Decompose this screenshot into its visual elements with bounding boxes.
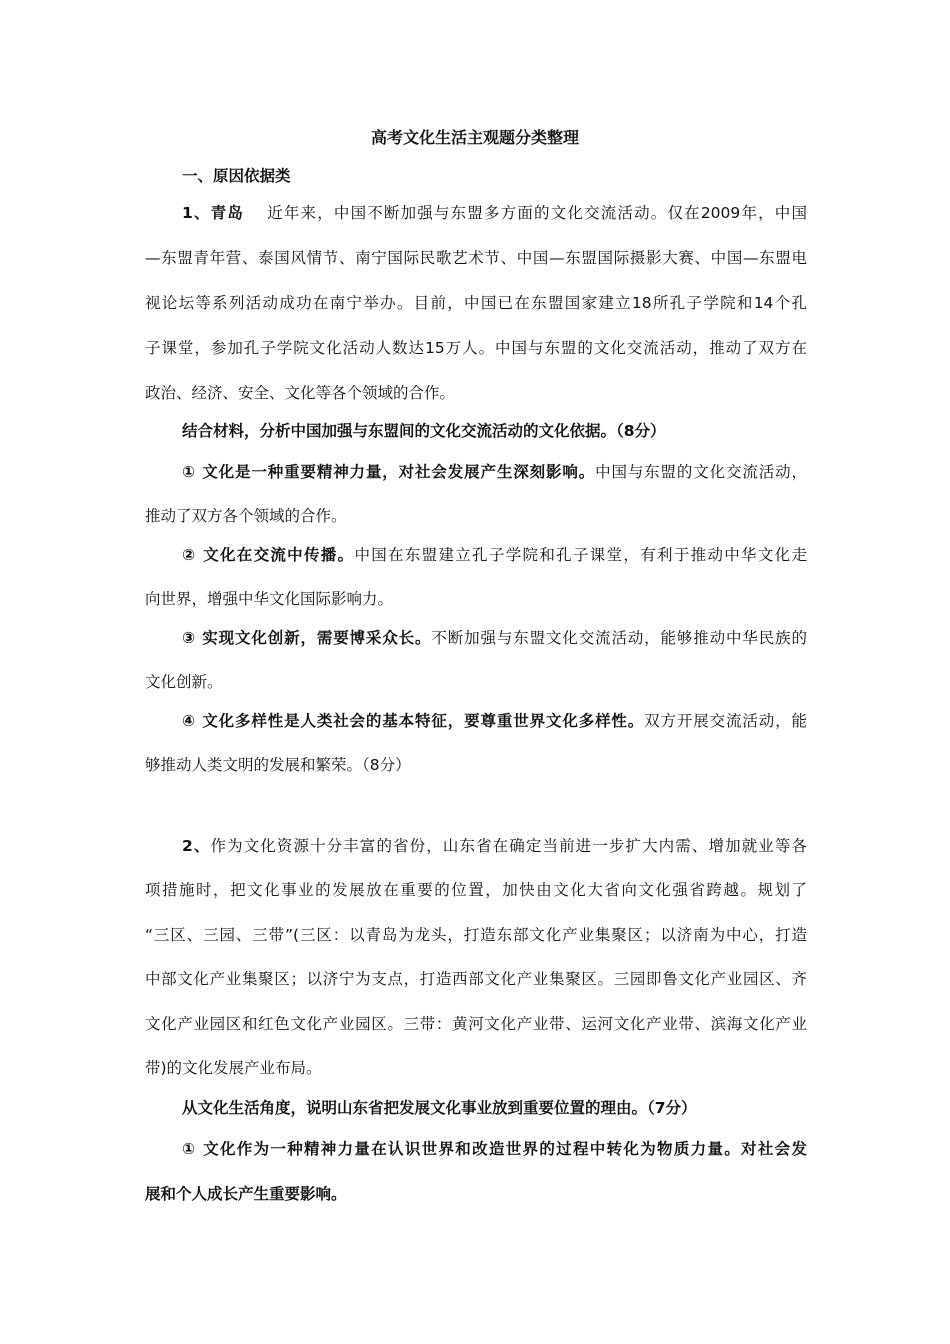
q1-answer-1: ① 文化是一种重要精神力量，对社会发展产生深刻影响。中国与东盟的文化交流活动， — [182, 463, 807, 481]
q2-answer-1: ① 文化作为一种精神力量在认识世界和改造世界的过程中转化为物质力量。对社会发 — [182, 1140, 807, 1158]
q2-paragraph-line: 项措施时，把文化事业的发展放在重要的位置，加快由文化大省向文化强省跨越。规划了 — [145, 881, 807, 899]
q2-number: 2、 — [182, 837, 211, 855]
page-title: 高考文化生活主观题分类整理 — [370, 128, 579, 147]
q1-number: 1、青岛 — [182, 204, 244, 222]
q2-question: 从文化生活角度，说明山东省把发展文化事业放到重要位置的理由。（7分） — [182, 1099, 697, 1117]
q1-answer-4-cont: 够推动人类文明的发展和繁荣。（8分） — [145, 756, 411, 774]
q2-paragraph-line: 带)的文化发展产业布局。 — [145, 1059, 322, 1077]
q1-paragraph-line: —东盟青年营、泰国风情节、南宁国际民歌艺术节、中国—东盟国际摄影大赛、中国—东盟电 — [145, 249, 807, 267]
q1-answer-3: ③ 实现文化创新，需要博采众长。不断加强与东盟文化交流活动，能够推动中华民族的 — [182, 629, 807, 647]
q1-paragraph-line: 视论坛等系列活动成功在南宁举办。目前，中国已在东盟国家建立18所孔子学院和14个孔 — [145, 294, 807, 312]
q2-paragraph-line: “三区、三园、三带”(三区：以青岛为龙头，打造东部文化产业集聚区；以济南为中心，打造 — [145, 926, 807, 944]
q1-paragraph-line: 政治、经济、安全、文化等各个领域的合作。 — [145, 384, 456, 402]
q1-answer-1-cont: 推动了双方各个领域的合作。 — [145, 507, 347, 525]
q2-paragraph-line: 中部文化产业集聚区；以济宁为支点，打造西部文化产业集聚区。三园即鲁文化产业园区、齐 — [145, 970, 807, 988]
q2-answer-1-cont: 展和个人成长产生重要影响。 — [145, 1185, 347, 1203]
q2-paragraph-line: 文化产业园区和红色文化产业园区。三带：黄河文化产业带、运河文化产业带、滨海文化产业 — [145, 1015, 807, 1033]
q1-answer-3-cont: 文化创新。 — [145, 673, 223, 691]
q1-paragraph-line: 子课堂，参加孔子学院文化活动人数达15万人。中国与东盟的文化交流活动，推动了双方在 — [145, 339, 807, 357]
q1-answer-4: ④ 文化多样性是人类社会的基本特征，要尊重世界文化多样性。双方开展交流活动，能 — [182, 712, 807, 730]
q2-paragraph-line: 2、作为文化资源十分丰富的省份，山东省在确定当前进一步扩大内需、增加就业等各 — [182, 837, 807, 855]
q1-answer-2: ② 文化在交流中传播。中国在东盟建立孔子学院和孔子课堂，有利于推动中华文化走 — [182, 546, 807, 564]
q1-paragraph-line: 1、青岛 近年来，中国不断加强与东盟多方面的文化交流活动。仅在2009年，中国 — [182, 204, 807, 222]
section-heading: 一、原因依据类 — [182, 167, 291, 185]
q1-question: 结合材料，分析中国加强与东盟间的文化交流活动的文化依据。（8分） — [182, 422, 666, 440]
q1-answer-2-cont: 向世界，增强中华文化国际影响力。 — [145, 590, 394, 608]
